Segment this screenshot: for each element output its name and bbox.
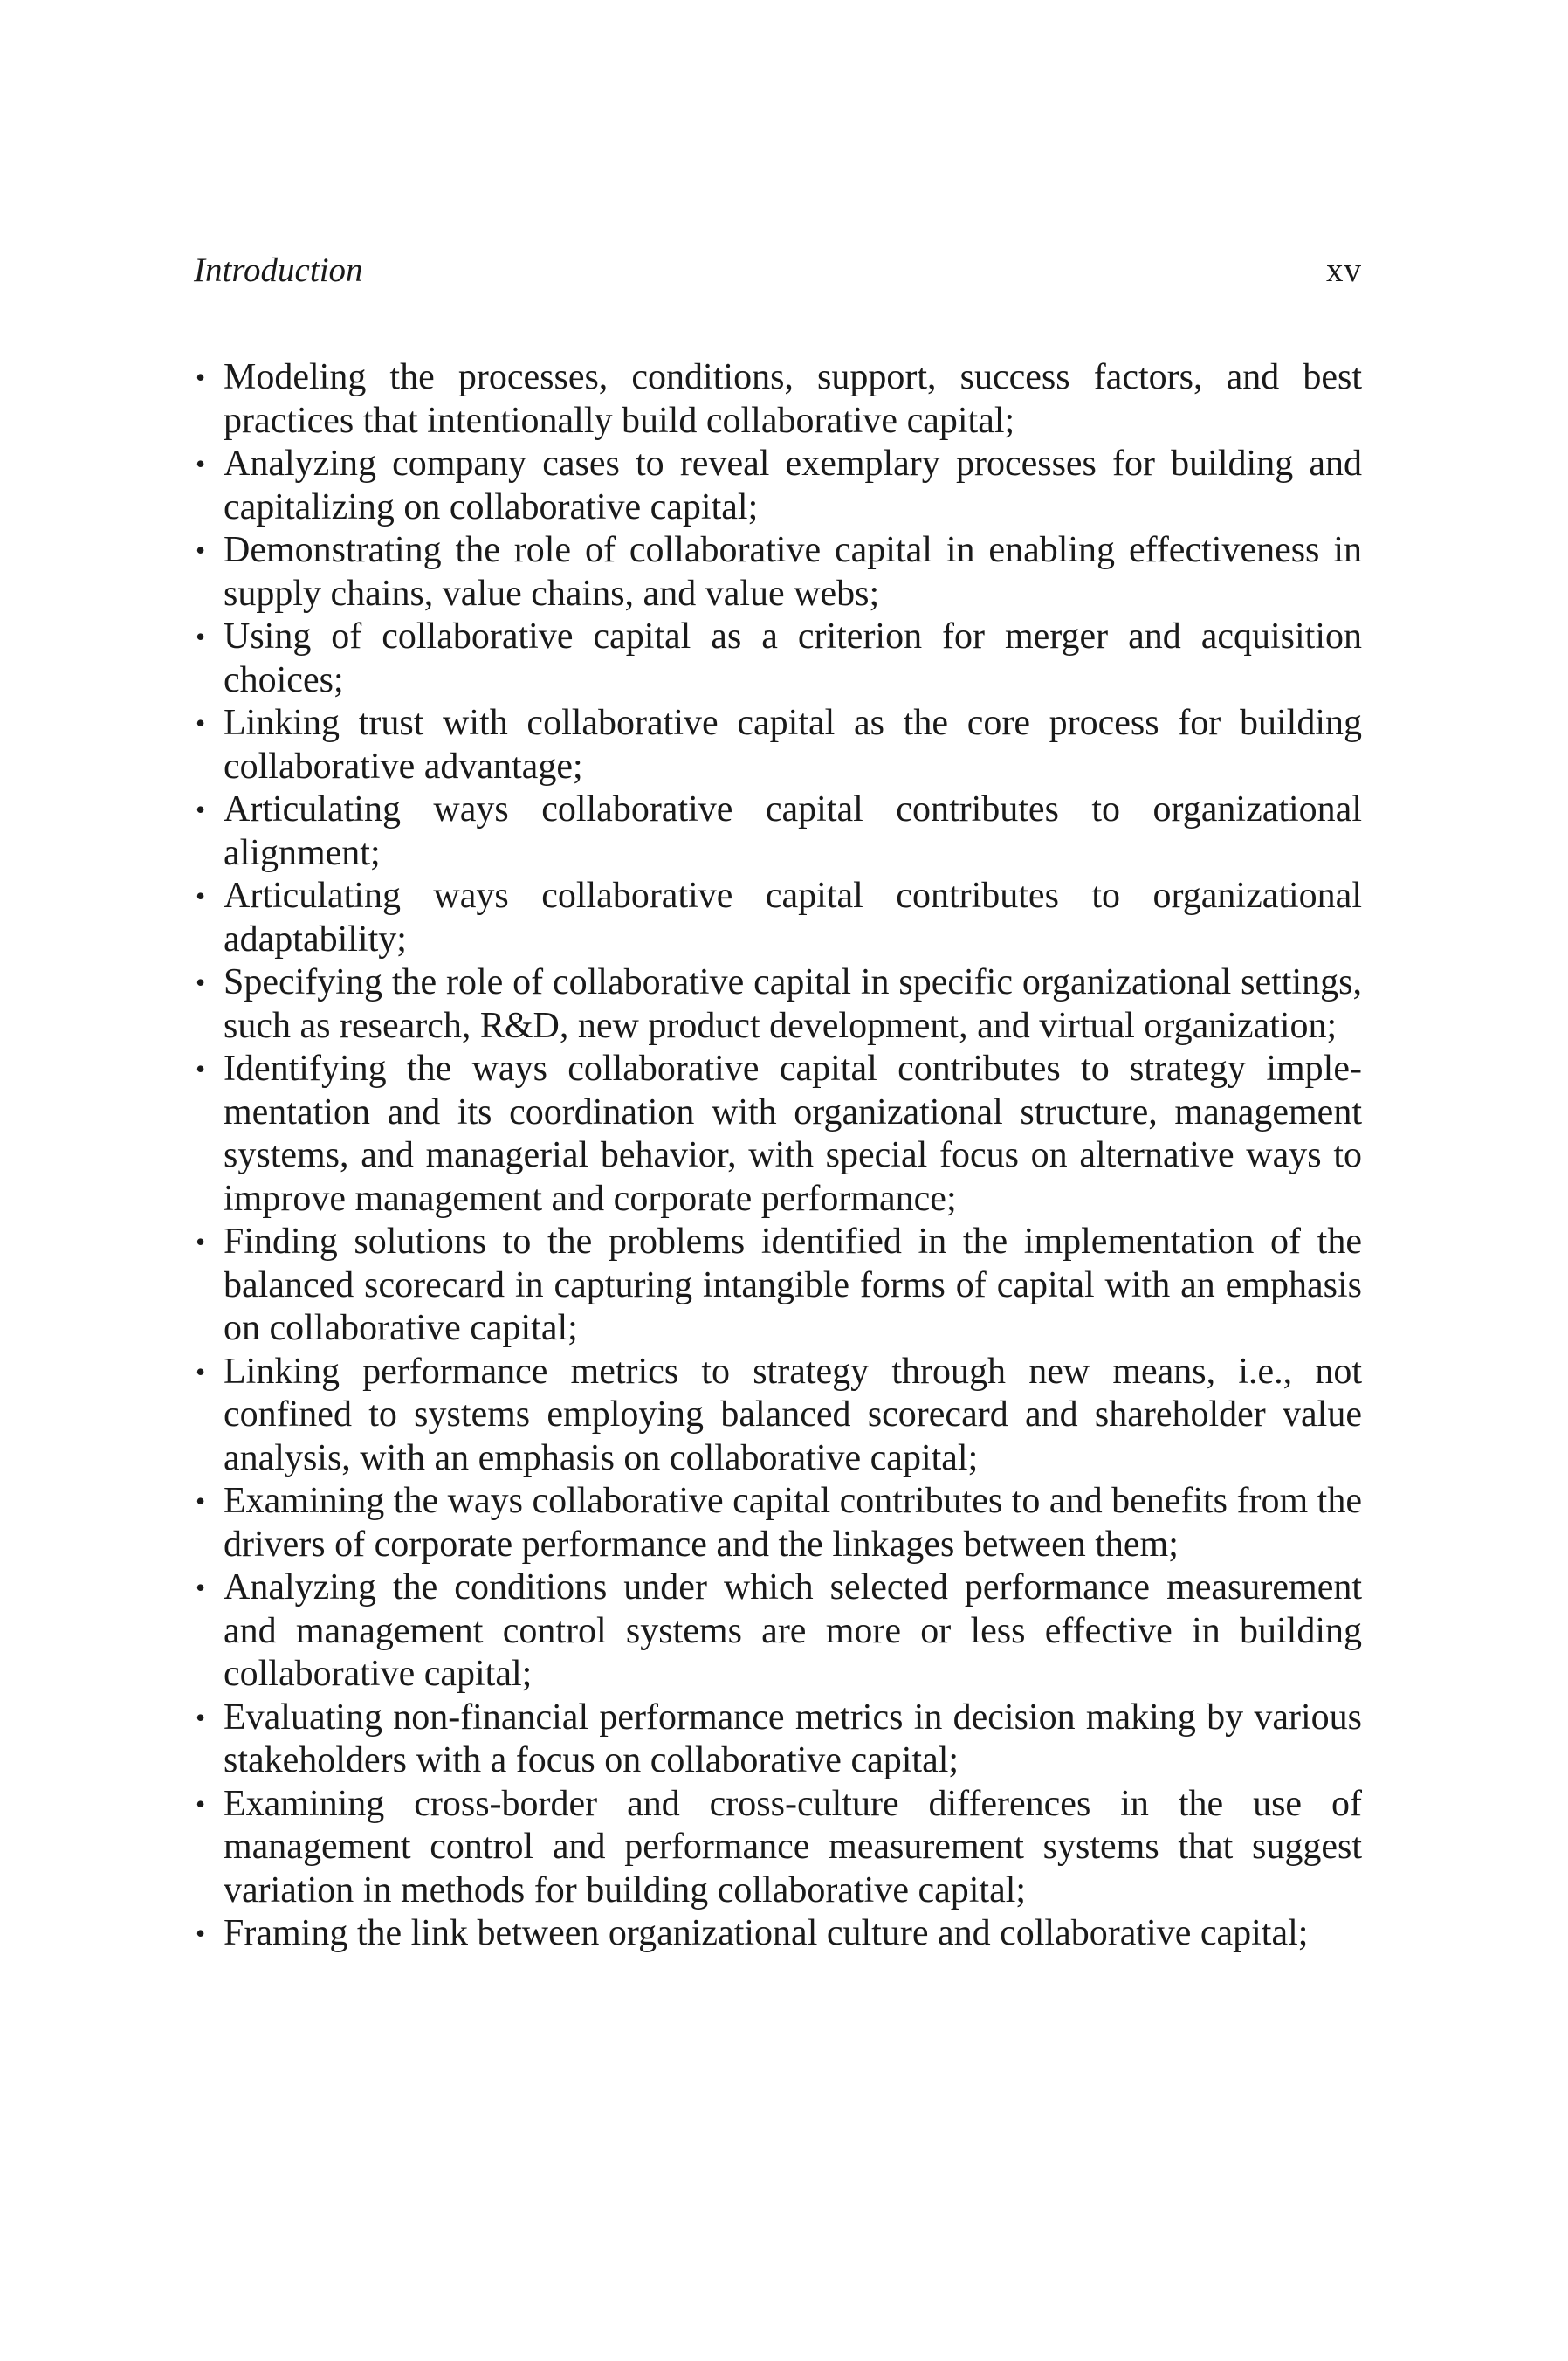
page-number: xv bbox=[1326, 251, 1362, 289]
bullet-icon: • bbox=[196, 1701, 206, 1733]
bullet-icon: • bbox=[196, 448, 206, 479]
list-item bbox=[194, 356, 1362, 443]
list-item bbox=[194, 529, 1362, 616]
list-item-text: Linking performance metrics to strategy through new means, i.e., not confined to systems employing balanced scorecard and shareholder value analysis, with an emphasis on collaborative capital; bbox=[224, 1351, 1362, 1478]
list-item bbox=[194, 1697, 1362, 1783]
list-item-text: Identifying the ways collaborative capital contributes to strategy implementation and its coordination with organizational structure, management systems, and managerial behavior, with special focus on alternative ways to improve management and corporate performance; bbox=[224, 1049, 1362, 1219]
list-item bbox=[194, 1783, 1362, 1913]
list-item-text: Evaluating non-financial performance metrics in decision making by various stakeholders with a focus on collaborative capital; bbox=[224, 1697, 1362, 1780]
bullet-icon: • bbox=[196, 361, 206, 393]
running-title: Introduction bbox=[194, 251, 363, 289]
list-item-text: Finding solutions to the problems identified in the implementation of the balanced scorecard in capturing intangible forms of capital with an emphasis on collaborative capital; bbox=[224, 1222, 1362, 1348]
bullet-icon: • bbox=[196, 1917, 206, 1949]
list-item bbox=[194, 1480, 1362, 1566]
list-item bbox=[194, 1221, 1362, 1351]
list-item bbox=[194, 616, 1362, 702]
list-item bbox=[194, 875, 1362, 961]
list-item-text: Demonstrating the role of collaborative capital in enabling effectiveness in supply chains, value chains, and value webs; bbox=[224, 530, 1362, 614]
book-page bbox=[194, 0, 1362, 2361]
bullet-icon: • bbox=[196, 1053, 206, 1084]
bullet-icon: • bbox=[196, 1355, 206, 1387]
list-item bbox=[194, 702, 1362, 788]
list-item-text: Examining cross-border and cross-culture differences in the use of management control and performance measurement systems that suggest variation in methods for building collaborative capital; bbox=[224, 1783, 1362, 1910]
list-item bbox=[194, 1048, 1362, 1221]
list-item-text: Analyzing company cases to reveal exemplary processes for building and capitalizing on collaborative capital; bbox=[224, 444, 1362, 527]
bullet-icon: • bbox=[196, 880, 206, 912]
list-item-text: Linking trust with collaborative capital as the core process for building collaborative advantage; bbox=[224, 703, 1362, 787]
list-item-text: Specifying the role of collaborative capital in specific organizational settings, such as research, R&D, new product development, and virtual organization; bbox=[224, 962, 1362, 1046]
list-item-text: Examining the ways collaborative capital contributes to and benefits from the drivers of corporate performance and the linkages between them; bbox=[224, 1481, 1362, 1565]
bullet-list bbox=[194, 356, 1362, 1956]
bullet-icon: • bbox=[196, 1226, 206, 1257]
list-item bbox=[194, 788, 1362, 875]
list-item-text: Framing the link between organizational culture and collaborative capital; bbox=[224, 1913, 1309, 1953]
list-item bbox=[194, 1566, 1362, 1697]
bullet-icon: • bbox=[196, 1787, 206, 1820]
bullet-icon: • bbox=[196, 621, 206, 652]
bullet-icon: • bbox=[196, 794, 206, 825]
bullet-icon: • bbox=[196, 1572, 206, 1603]
list-item-text: Analyzing the conditions under which selected performance measurement and management control systems are more or less effective in building collaborative capital; bbox=[224, 1567, 1362, 1694]
list-item-text: Using of collaborative capital as a criterion for merger and acquisition choices; bbox=[224, 616, 1362, 700]
bullet-icon: • bbox=[196, 707, 206, 739]
list-item bbox=[194, 1912, 1362, 1956]
list-item-text: Articulating ways collaborative capital contributes to organizational adaptability; bbox=[224, 876, 1362, 960]
list-item bbox=[194, 961, 1362, 1048]
list-item-text: Articulating ways collaborative capital contributes to organizational alignment; bbox=[224, 789, 1362, 873]
bullet-icon: • bbox=[196, 1485, 206, 1517]
list-item bbox=[194, 1351, 1362, 1481]
running-head bbox=[194, 248, 1362, 293]
bullet-icon: • bbox=[196, 534, 206, 566]
bullet-icon: • bbox=[196, 967, 206, 998]
list-item-text: Modeling the processes, conditions, support, success factors, and best practices that intentionally build collaborative capital; bbox=[224, 357, 1362, 441]
list-item bbox=[194, 443, 1362, 529]
